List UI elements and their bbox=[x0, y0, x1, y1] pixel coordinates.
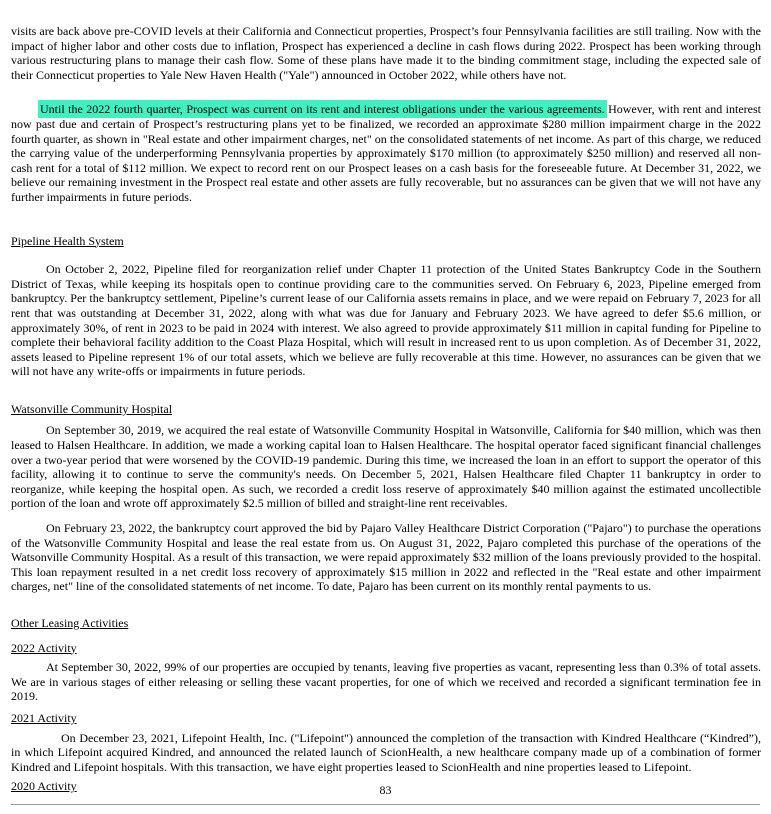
heading-pipeline: Pipeline Health System bbox=[11, 233, 124, 248]
prospect-paragraph bbox=[11, 102, 761, 204]
heading-2021-activity: 2021 Activity bbox=[11, 710, 77, 725]
watsonville-paragraph-1: On September 30, 2019, we acquired the real estate of Watsonville Community Hospital in Watsonville, California for $40 million, which was then leased to Halsen Healthcare. In addition, we made a working capital loan to Halsen Healthcare. The hospital operator faced significant financial challenges over a two-year period that were worsened by the COVID-19 pandemic. During this time, we increased the loan in an effort to support the operator of this facility, allowing it to continue to serve the community's needs. On December 5, 2021, Halsen Healthcare filed Chapter 11 bankruptcy in order to reorganize, while keeping the hospital open. As such, we recorded a credit loss reserve of approximately $40 million against the estimated uncollectible portion of the loan and wrote off approximately $2.5 million of billed and straight-line rent receivables. bbox=[11, 423, 761, 511]
activity-2021-paragraph: On December 23, 2021, Lifepoint Health, Inc. ("Lifepoint") announced the completion of the transaction with Kindred Healthcare (“Kindred”), in which Lifepoint acquired Kindred, and announced the related launch of ScionHealth, a new healthcare company made up of a combination of former Kindred and Lifepoint hospitals. With this transaction, we have eight properties leased to ScionHealth and nine properties leased to Lifepoint. bbox=[11, 730, 761, 774]
highlighted-sentence: Until the 2022 fourth quarter, Prospect was current on its rent and interest obligations under the various agreements. bbox=[40, 102, 605, 117]
heading-2022-activity: 2022 Activity bbox=[11, 640, 77, 655]
prospect-paragraph-rest: However, with rent and interest now past due and certain of Prospect’s restructuring plans yet to be finalized, we recorded an approximate $280 million impairment charge in the 2022 fourth quarter, as shown in "Real estate and other impairment charges, net" on the consolidated statements of net income. As part of this charge, we reduced the carrying value of the underperforming Pennsylvania properties by approximately $170 million (to approximately $250 million) and reserved all non-cash rent for a total of $112 million. We expect to record rent on our Prospect leases on a cash basis for the foreseeable future. At December 31, 2022, we believe our remaining investment in the Prospect real estate and other assets are fully recoverable, but no assurances can be given that we will not have any further impairments in future periods. bbox=[11, 102, 761, 204]
activity-2022-paragraph: At September 30, 2022, 99% of our properties are occupied by tenants, leaving five properties as vacant, representing less than 0.3% of total assets. We are in various stages of either releasing or selling these vacant properties, for one of which we received and recorded a significant termination fee in 2019. bbox=[11, 660, 761, 704]
page-number: 83 bbox=[379, 783, 392, 797]
heading-2020-activity: 2020 Activity bbox=[11, 779, 77, 794]
document-page bbox=[11, 0, 761, 794]
watsonville-paragraph-2: On February 23, 2022, the bankruptcy court approved the bid by Pajaro Valley Healthcare District Corporation ("Pajaro") to purchase the operations of the Watsonville Community Hospital and lease the real estate from us. On August 31, 2022, Pajaro completed this purchase of the operations of the Watsonville Community Hospital. As a result of this transaction, we were repaid approximately $32 million of the loans previously provided to the hospital. This loan repayment resulted in a net credit loss recovery of approximately $15 million in 2022 and reflected in the "Real estate and other impairment charges, net" line of the consolidated statements of net income. To date, Pajaro has been current on its monthly rental payments to us. bbox=[11, 521, 761, 594]
heading-watsonville: Watsonville Community Hospital bbox=[11, 401, 173, 416]
intro-paragraph: visits are back above pre-COVID levels at their California and Connecticut properties, Prospect’s four Pennsylvania facilities are still trailing. Now with the impact of higher labor and other costs due to inflation, Prospect has experienced a decline in cash flows during 2022. Prospect has been working through various restructuring plans to manage their cash flow. Some of these plans have made it to the binding commitment stage, including the expected sale of their Connecticut properties to Yale New Haven Health ("Yale") announced in October 2022, while others have not. bbox=[11, 24, 761, 82]
footer-divider bbox=[11, 804, 760, 805]
heading-other-leasing: Other Leasing Activities bbox=[11, 616, 129, 630]
pipeline-paragraph: On October 2, 2022, Pipeline filed for reorganization relief under Chapter 11 protection of the United States Bankruptcy Code in the Southern District of Texas, while keeping its hospitals open to continue providing care to the communities served. On February 6, 2023, Pipeline emerged from bankruptcy. Per the bankruptcy settlement, Pipeline’s current lease of our California assets remains in place, and we were repaid on February 7, 2023 for all rent that was outstanding at December 31, 2022, along with what was due for January and February 2023. We have agreed to defer $5.6 million, or approximately 30%, of rent in 2023 to be paid in 2024 with interest. We also agreed to provide approximately $11 million in capital funding for Pipeline to complete their behavioral facility addition to the Coast Plaza Hospital, which will result in increased rent to us upon completion. As of December 31, 2022, assets leased to Pipeline represent 1% of our total assets, which we believe are fully recoverable at this time. However, no assurances can be given that we will not have any write-offs or impairments in future periods. bbox=[11, 262, 761, 379]
